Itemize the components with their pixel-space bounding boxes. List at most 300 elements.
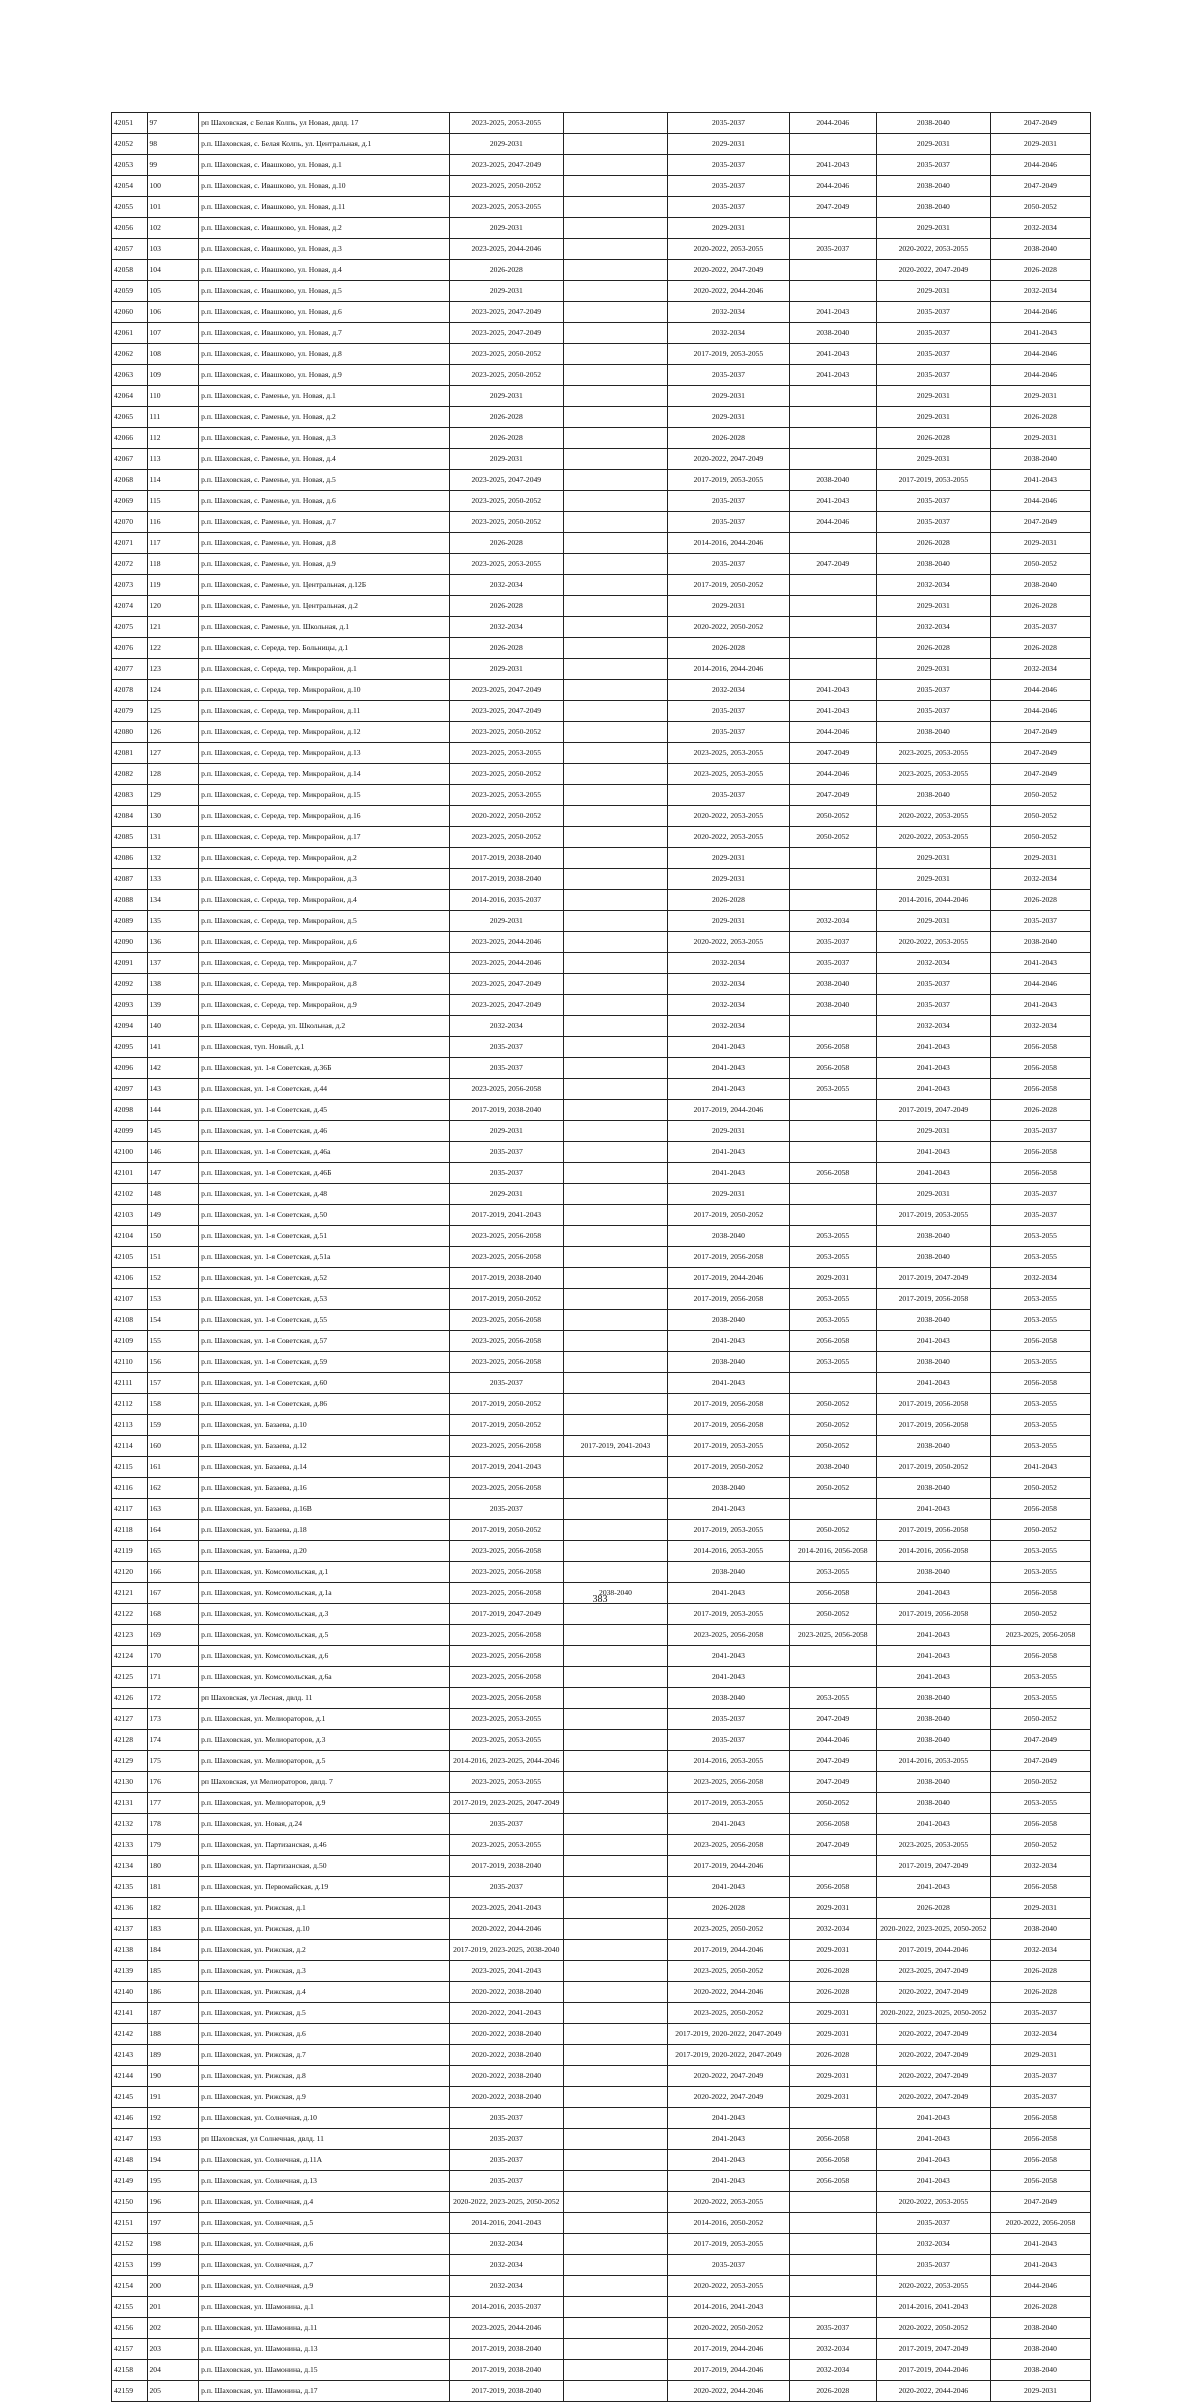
period-2-cell [563, 1562, 667, 1583]
period-5-cell: 2020-2022, 2047-2049 [876, 2066, 990, 2087]
row-number-cell: 157 [147, 1373, 199, 1394]
period-6-cell: 2050-2052 [990, 1520, 1090, 1541]
record-id-cell: 42060 [112, 302, 148, 323]
period-4-cell: 2035-2037 [789, 2318, 876, 2339]
period-1-cell: 2035-2037 [449, 2129, 563, 2150]
period-4-cell: 2044-2046 [789, 512, 876, 533]
record-id-cell: 42126 [112, 1688, 148, 1709]
period-5-cell: 2023-2025, 2047-2049 [876, 1961, 990, 1982]
address-cell: р.п. Шаховская, ул. Первомайская, д.19 [199, 1877, 450, 1898]
period-1-cell: 2029-2031 [449, 911, 563, 932]
period-6-cell: 2032-2034 [990, 1016, 1090, 1037]
period-1-cell: 2023-2025, 2053-2055 [449, 743, 563, 764]
address-cell: р.п. Шаховская, с. Середа, тер. Микрорайон, д.15 [199, 785, 450, 806]
period-1-cell: 2035-2037 [449, 2150, 563, 2171]
period-1-cell: 2017-2019, 2038-2040 [449, 1100, 563, 1121]
period-1-cell: 2023-2025, 2047-2049 [449, 974, 563, 995]
record-id-cell: 42087 [112, 869, 148, 890]
period-1-cell: 2023-2025, 2047-2049 [449, 680, 563, 701]
period-5-cell: 2041-2043 [876, 2171, 990, 2192]
address-cell: р.п. Шаховская, с. Раменье, ул. Новая, д.6 [199, 491, 450, 512]
record-id-cell: 42155 [112, 2297, 148, 2318]
address-cell: р.п. Шаховская, ул. Комсомольская, д.1а [199, 1583, 450, 1604]
period-3-cell: 2017-2019, 2053-2055 [668, 2234, 790, 2255]
table-row [112, 2171, 1091, 2192]
period-2-cell [563, 2381, 667, 2402]
period-3-cell: 2014-2016, 2044-2046 [668, 659, 790, 680]
period-3-cell: 2023-2025, 2053-2055 [668, 764, 790, 785]
period-4-cell: 2056-2058 [789, 2129, 876, 2150]
record-id-cell: 42070 [112, 512, 148, 533]
record-id-cell: 42063 [112, 365, 148, 386]
row-number-cell: 180 [147, 1856, 199, 1877]
period-2-cell [563, 1814, 667, 1835]
period-3-cell: 2026-2028 [668, 428, 790, 449]
table-row [112, 2024, 1091, 2045]
address-cell: р.п. Шаховская, ул. Базаева, д.10 [199, 1415, 450, 1436]
period-5-cell: 2038-2040 [876, 1688, 990, 1709]
record-id-cell: 42099 [112, 1121, 148, 1142]
table-row [112, 113, 1091, 134]
period-1-cell: 2023-2025, 2056-2058 [449, 1667, 563, 1688]
period-2-cell [563, 2318, 667, 2339]
row-number-cell: 197 [147, 2213, 199, 2234]
table-row [112, 617, 1091, 638]
table-row [112, 1436, 1091, 1457]
period-3-cell: 2020-2022, 2047-2049 [668, 2066, 790, 2087]
record-id-cell: 42123 [112, 1625, 148, 1646]
row-number-cell: 130 [147, 806, 199, 827]
table-row [112, 953, 1091, 974]
period-3-cell: 2032-2034 [668, 974, 790, 995]
row-number-cell: 172 [147, 1688, 199, 1709]
period-2-cell [563, 974, 667, 995]
period-3-cell: 2017-2019, 2053-2055 [668, 1604, 790, 1625]
period-2-cell [563, 743, 667, 764]
period-4-cell [789, 2276, 876, 2297]
period-6-cell: 2029-2031 [990, 2045, 1090, 2066]
table-row [112, 974, 1091, 995]
period-6-cell: 2041-2043 [990, 1457, 1090, 1478]
table-row [112, 2213, 1091, 2234]
row-number-cell: 144 [147, 1100, 199, 1121]
period-4-cell [789, 260, 876, 281]
record-id-cell: 42083 [112, 785, 148, 806]
row-number-cell: 170 [147, 1646, 199, 1667]
period-4-cell [789, 617, 876, 638]
row-number-cell: 146 [147, 1142, 199, 1163]
period-3-cell: 2029-2031 [668, 386, 790, 407]
period-3-cell: 2035-2037 [668, 722, 790, 743]
period-4-cell [789, 1142, 876, 1163]
period-2-cell [563, 533, 667, 554]
period-1-cell: 2023-2025, 2050-2052 [449, 827, 563, 848]
address-cell: р.п. Шаховская, ул. Базаева, д.16 [199, 1478, 450, 1499]
period-3-cell: 2020-2022, 2053-2055 [668, 932, 790, 953]
record-id-cell: 42094 [112, 1016, 148, 1037]
row-number-cell: 171 [147, 1667, 199, 1688]
record-id-cell: 42114 [112, 1436, 148, 1457]
period-3-cell: 2038-2040 [668, 1478, 790, 1499]
period-2-cell [563, 2108, 667, 2129]
period-5-cell: 2038-2040 [876, 554, 990, 575]
period-1-cell: 2023-2025, 2056-2058 [449, 1583, 563, 1604]
period-2-cell [563, 932, 667, 953]
period-2-cell: 2038-2040 [563, 1583, 667, 1604]
period-3-cell: 2041-2043 [668, 2129, 790, 2150]
address-cell: р.п. Шаховская, ул. Шамонина, д.11 [199, 2318, 450, 2339]
period-3-cell: 2017-2019, 2020-2022, 2047-2049 [668, 2024, 790, 2045]
period-2-cell [563, 554, 667, 575]
record-id-cell: 42158 [112, 2360, 148, 2381]
row-number-cell: 97 [147, 113, 199, 134]
record-id-cell: 42125 [112, 1667, 148, 1688]
address-cell: р.п. Шаховская, ул. Базаева, д.20 [199, 1541, 450, 1562]
address-cell: р.п. Шаховская, с. Середа, тер. Больницы, д.1 [199, 638, 450, 659]
address-cell: р.п. Шаховская, с. Середа, тер. Микрорайон, д.11 [199, 701, 450, 722]
period-2-cell [563, 134, 667, 155]
period-5-cell: 2023-2025, 2053-2055 [876, 1835, 990, 1856]
table-row [112, 701, 1091, 722]
period-5-cell: 2038-2040 [876, 176, 990, 197]
row-number-cell: 115 [147, 491, 199, 512]
table-row [112, 2192, 1091, 2213]
address-cell: р.п. Шаховская, ул. Солнечная, д.10 [199, 2108, 450, 2129]
period-1-cell: 2023-2025, 2047-2049 [449, 701, 563, 722]
period-4-cell: 2047-2049 [789, 1772, 876, 1793]
table-row [112, 1604, 1091, 1625]
period-3-cell: 2023-2025, 2056-2058 [668, 1835, 790, 1856]
period-6-cell: 2056-2058 [990, 1058, 1090, 1079]
period-2-cell [563, 680, 667, 701]
period-2-cell [563, 386, 667, 407]
address-cell: р.п. Шаховская, ул. Базаева, д.16В [199, 1499, 450, 1520]
row-number-cell: 186 [147, 1982, 199, 2003]
record-id-cell: 42100 [112, 1142, 148, 1163]
period-6-cell: 2044-2046 [990, 974, 1090, 995]
period-3-cell: 2035-2037 [668, 785, 790, 806]
address-cell: р.п. Шаховская, с. Ивашково, ул. Новая, д.6 [199, 302, 450, 323]
period-2-cell [563, 953, 667, 974]
period-4-cell [789, 1499, 876, 1520]
period-5-cell: 2038-2040 [876, 1436, 990, 1457]
table-row [112, 1310, 1091, 1331]
period-4-cell: 2047-2049 [789, 1709, 876, 1730]
row-number-cell: 204 [147, 2360, 199, 2381]
period-3-cell: 2020-2022, 2053-2055 [668, 2192, 790, 2213]
period-1-cell: 2023-2025, 2044-2046 [449, 2318, 563, 2339]
period-4-cell: 2047-2049 [789, 554, 876, 575]
row-number-cell: 143 [147, 1079, 199, 1100]
period-5-cell: 2020-2022, 2053-2055 [876, 827, 990, 848]
row-number-cell: 181 [147, 1877, 199, 1898]
period-2-cell [563, 260, 667, 281]
row-number-cell: 168 [147, 1604, 199, 1625]
period-1-cell: 2023-2025, 2047-2049 [449, 995, 563, 1016]
table-row [112, 176, 1091, 197]
address-cell: р.п. Шаховская, ул. Шамонина, д.17 [199, 2381, 450, 2402]
record-id-cell: 42137 [112, 1919, 148, 1940]
period-1-cell: 2023-2025, 2044-2046 [449, 953, 563, 974]
period-4-cell: 2050-2052 [789, 827, 876, 848]
period-5-cell: 2041-2043 [876, 1646, 990, 1667]
period-5-cell: 2038-2040 [876, 1772, 990, 1793]
period-2-cell [563, 1100, 667, 1121]
period-5-cell: 2035-2037 [876, 974, 990, 995]
period-2-cell [563, 869, 667, 890]
period-5-cell: 2017-2019, 2056-2058 [876, 1604, 990, 1625]
period-5-cell: 2020-2022, 2023-2025, 2050-2052 [876, 1919, 990, 1940]
record-id-cell: 42121 [112, 1583, 148, 1604]
period-4-cell: 2041-2043 [789, 344, 876, 365]
period-1-cell: 2023-2025, 2044-2046 [449, 932, 563, 953]
period-2-cell [563, 1373, 667, 1394]
period-5-cell: 2041-2043 [876, 2150, 990, 2171]
record-id-cell: 42090 [112, 932, 148, 953]
period-6-cell: 2029-2031 [990, 1898, 1090, 1919]
table-row [112, 1877, 1091, 1898]
period-5-cell: 2029-2031 [876, 134, 990, 155]
period-1-cell: 2029-2031 [449, 134, 563, 155]
period-3-cell: 2041-2043 [668, 1814, 790, 1835]
period-6-cell: 2035-2037 [990, 2087, 1090, 2108]
table-row [112, 1058, 1091, 1079]
period-5-cell: 2029-2031 [876, 848, 990, 869]
period-2-cell [563, 1499, 667, 1520]
address-cell: рп Шаховская, ул Мелиораторов, двлд. 7 [199, 1772, 450, 1793]
period-3-cell: 2023-2025, 2056-2058 [668, 1772, 790, 1793]
period-4-cell: 2035-2037 [789, 953, 876, 974]
row-number-cell: 108 [147, 344, 199, 365]
period-1-cell: 2017-2019, 2038-2040 [449, 848, 563, 869]
table-row [112, 1268, 1091, 1289]
period-5-cell: 2041-2043 [876, 1877, 990, 1898]
address-cell: р.п. Шаховская, с. Раменье, ул. Новая, д.5 [199, 470, 450, 491]
row-number-cell: 134 [147, 890, 199, 911]
period-5-cell: 2026-2028 [876, 533, 990, 554]
period-5-cell: 2026-2028 [876, 1898, 990, 1919]
period-2-cell [563, 1247, 667, 1268]
period-5-cell: 2038-2040 [876, 785, 990, 806]
period-2-cell [563, 911, 667, 932]
period-2-cell [563, 407, 667, 428]
period-4-cell: 2041-2043 [789, 491, 876, 512]
period-5-cell: 2041-2043 [876, 1163, 990, 1184]
period-2-cell [563, 1877, 667, 1898]
row-number-cell: 114 [147, 470, 199, 491]
period-3-cell: 2014-2016, 2053-2055 [668, 1541, 790, 1562]
row-number-cell: 162 [147, 1478, 199, 1499]
period-5-cell: 2029-2031 [876, 659, 990, 680]
period-4-cell: 2044-2046 [789, 176, 876, 197]
period-2-cell [563, 512, 667, 533]
record-id-cell: 42119 [112, 1541, 148, 1562]
address-cell: р.п. Шаховская, ул. Солнечная, д.7 [199, 2255, 450, 2276]
table-row [112, 134, 1091, 155]
period-1-cell: 2023-2025, 2053-2055 [449, 1835, 563, 1856]
address-cell: р.п. Шаховская, с. Ивашково, ул. Новая, д.8 [199, 344, 450, 365]
period-3-cell: 2017-2019, 2044-2046 [668, 2360, 790, 2381]
record-id-cell: 42143 [112, 2045, 148, 2066]
period-1-cell: 2023-2025, 2056-2058 [449, 1478, 563, 1499]
period-1-cell: 2023-2025, 2053-2055 [449, 1730, 563, 1751]
period-6-cell: 2053-2055 [990, 1394, 1090, 1415]
period-5-cell: 2035-2037 [876, 344, 990, 365]
row-number-cell: 203 [147, 2339, 199, 2360]
address-cell: р.п. Шаховская, с. Ивашково, ул. Новая, д.3 [199, 239, 450, 260]
record-id-cell: 42150 [112, 2192, 148, 2213]
period-3-cell: 2014-2016, 2053-2055 [668, 1751, 790, 1772]
table-row [112, 2129, 1091, 2150]
period-1-cell: 2017-2019, 2023-2025, 2038-2040 [449, 1940, 563, 1961]
period-2-cell [563, 1331, 667, 1352]
period-3-cell: 2017-2019, 2053-2055 [668, 1793, 790, 1814]
period-5-cell: 2035-2037 [876, 995, 990, 1016]
row-number-cell: 190 [147, 2066, 199, 2087]
table-row [112, 1205, 1091, 1226]
period-3-cell: 2014-2016, 2044-2046 [668, 533, 790, 554]
record-id-cell: 42098 [112, 1100, 148, 1121]
period-5-cell: 2035-2037 [876, 680, 990, 701]
record-id-cell: 42132 [112, 1814, 148, 1835]
period-5-cell: 2017-2019, 2047-2049 [876, 2339, 990, 2360]
address-cell: р.п. Шаховская, с. Середа, тер. Микрорайон, д.5 [199, 911, 450, 932]
record-id-cell: 42154 [112, 2276, 148, 2297]
period-4-cell: 2056-2058 [789, 1583, 876, 1604]
period-1-cell: 2035-2037 [449, 1499, 563, 1520]
record-id-cell: 42078 [112, 680, 148, 701]
period-1-cell: 2035-2037 [449, 1058, 563, 1079]
period-5-cell: 2032-2034 [876, 953, 990, 974]
period-1-cell: 2017-2019, 2038-2040 [449, 1856, 563, 1877]
period-3-cell: 2020-2022, 2044-2046 [668, 281, 790, 302]
record-id-cell: 42059 [112, 281, 148, 302]
period-6-cell: 2038-2040 [990, 2318, 1090, 2339]
table-row [112, 2255, 1091, 2276]
record-id-cell: 42057 [112, 239, 148, 260]
row-number-cell: 161 [147, 1457, 199, 1478]
table-row [112, 323, 1091, 344]
period-6-cell: 2053-2055 [990, 1562, 1090, 1583]
table-row [112, 2150, 1091, 2171]
table-row [112, 1016, 1091, 1037]
address-cell: р.п. Шаховская, с. Белая Колпь, ул. Центральная, д.1 [199, 134, 450, 155]
row-number-cell: 113 [147, 449, 199, 470]
period-2-cell [563, 1604, 667, 1625]
period-5-cell: 2029-2031 [876, 1121, 990, 1142]
address-cell: р.п. Шаховская, ул. Рижская, д.2 [199, 1940, 450, 1961]
address-cell: р.п. Шаховская, с. Середа, тер. Микрорайон, д.3 [199, 869, 450, 890]
period-3-cell: 2035-2037 [668, 1709, 790, 1730]
address-schedule-table [111, 112, 1091, 2402]
period-2-cell [563, 281, 667, 302]
period-1-cell: 2035-2037 [449, 1037, 563, 1058]
row-number-cell: 111 [147, 407, 199, 428]
record-id-cell: 42054 [112, 176, 148, 197]
period-2-cell [563, 1940, 667, 1961]
address-cell: р.п. Шаховская, ул. 1-я Советская, д.59 [199, 1352, 450, 1373]
period-6-cell: 2029-2031 [990, 533, 1090, 554]
table-row [112, 596, 1091, 617]
period-1-cell: 2023-2025, 2056-2058 [449, 1310, 563, 1331]
period-3-cell: 2023-2025, 2056-2058 [668, 1625, 790, 1646]
address-cell: р.п. Шаховская, ул. Солнечная, д.4 [199, 2192, 450, 2213]
period-4-cell: 2032-2034 [789, 2360, 876, 2381]
period-6-cell: 2032-2034 [990, 281, 1090, 302]
record-id-cell: 42116 [112, 1478, 148, 1499]
record-id-cell: 42141 [112, 2003, 148, 2024]
period-6-cell: 2053-2055 [990, 1688, 1090, 1709]
table-row [112, 2087, 1091, 2108]
period-5-cell: 2032-2034 [876, 575, 990, 596]
period-5-cell: 2029-2031 [876, 911, 990, 932]
period-2-cell [563, 2024, 667, 2045]
period-4-cell: 2053-2055 [789, 1352, 876, 1373]
period-2-cell [563, 2066, 667, 2087]
period-2-cell [563, 575, 667, 596]
table-row [112, 155, 1091, 176]
record-id-cell: 42110 [112, 1352, 148, 1373]
row-number-cell: 123 [147, 659, 199, 680]
record-id-cell: 42149 [112, 2171, 148, 2192]
period-1-cell: 2023-2025, 2056-2058 [449, 1247, 563, 1268]
address-cell: р.п. Шаховская, с. Ивашково, ул. Новая, д.5 [199, 281, 450, 302]
row-number-cell: 153 [147, 1289, 199, 1310]
address-cell: р.п. Шаховская, ул. Шамонина, д.13 [199, 2339, 450, 2360]
period-6-cell: 2026-2028 [990, 260, 1090, 281]
period-6-cell: 2050-2052 [990, 785, 1090, 806]
table-row [112, 428, 1091, 449]
period-6-cell: 2047-2049 [990, 113, 1090, 134]
period-2-cell [563, 1898, 667, 1919]
row-number-cell: 173 [147, 1709, 199, 1730]
period-6-cell: 2053-2055 [990, 1541, 1090, 1562]
period-4-cell: 2041-2043 [789, 680, 876, 701]
table-row [112, 449, 1091, 470]
period-4-cell: 2050-2052 [789, 1604, 876, 1625]
record-id-cell: 42097 [112, 1079, 148, 1100]
period-6-cell: 2029-2031 [990, 386, 1090, 407]
period-1-cell: 2035-2037 [449, 1142, 563, 1163]
period-2-cell [563, 1667, 667, 1688]
row-number-cell: 148 [147, 1184, 199, 1205]
period-3-cell: 2035-2037 [668, 554, 790, 575]
table-row [112, 995, 1091, 1016]
period-1-cell: 2023-2025, 2047-2049 [449, 302, 563, 323]
address-cell: р.п. Шаховская, ул. Солнечная, д.5 [199, 2213, 450, 2234]
table-row [112, 911, 1091, 932]
period-2-cell [563, 2003, 667, 2024]
period-1-cell: 2017-2019, 2050-2052 [449, 1520, 563, 1541]
period-4-cell [789, 659, 876, 680]
record-id-cell: 42096 [112, 1058, 148, 1079]
address-cell: р.п. Шаховская, ул. Солнечная, д.13 [199, 2171, 450, 2192]
period-6-cell: 2038-2040 [990, 2360, 1090, 2381]
period-2-cell [563, 1457, 667, 1478]
period-2-cell [563, 323, 667, 344]
table-row [112, 218, 1091, 239]
period-4-cell: 2029-2031 [789, 2003, 876, 2024]
period-6-cell: 2026-2028 [990, 407, 1090, 428]
period-1-cell: 2020-2022, 2038-2040 [449, 2045, 563, 2066]
address-cell: р.п. Шаховская, ул. Рижская, д.5 [199, 2003, 450, 2024]
period-1-cell: 2023-2025, 2056-2058 [449, 1688, 563, 1709]
record-id-cell: 42085 [112, 827, 148, 848]
period-6-cell: 2050-2052 [990, 1835, 1090, 1856]
row-number-cell: 178 [147, 1814, 199, 1835]
address-cell: р.п. Шаховская, ул. Рижская, д.1 [199, 1898, 450, 1919]
period-3-cell: 2041-2043 [668, 2150, 790, 2171]
